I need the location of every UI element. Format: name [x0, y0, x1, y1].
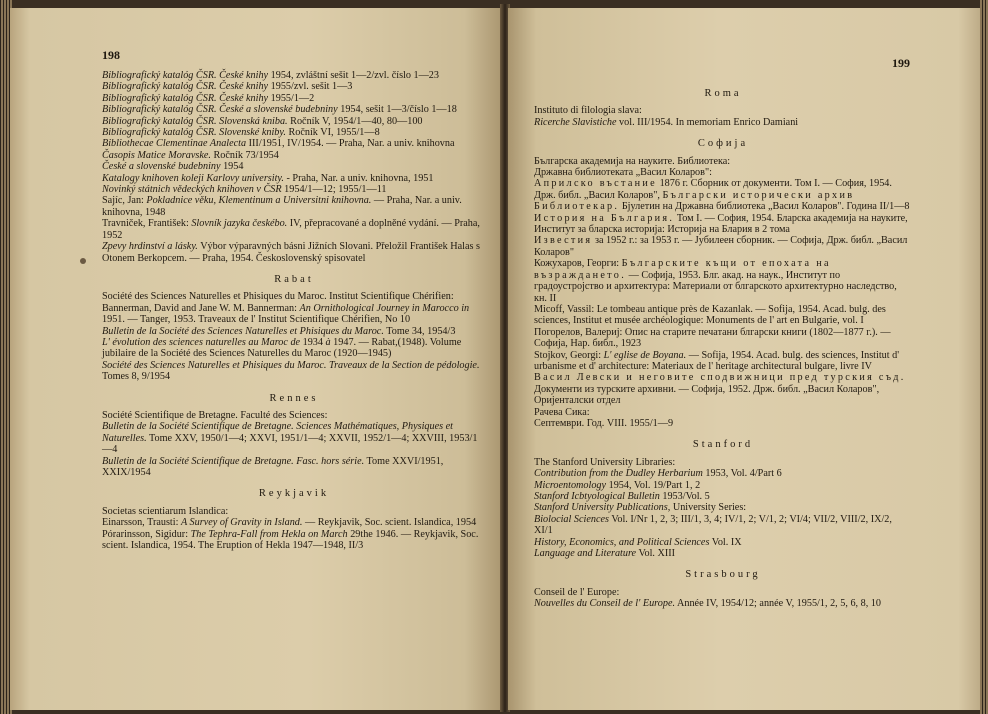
- entry-text: Българските къщи от епохата на възраждането.: [534, 258, 831, 281]
- bibliography-entry: [102, 81, 486, 92]
- entry-text: Bibliografický katalóg ČSR. České knihy: [102, 70, 269, 81]
- entry-text: Société des Sciences Naturelles et Phisiques du Maroc. Institut Scientifique Chérifien:: [102, 291, 454, 303]
- entry-text: 1951. — Tanger, 1953. Traveaux de l' Institut Scientifique Chérifien, No 10: [102, 314, 411, 326]
- bibliography-entry: [534, 372, 912, 406]
- section-heading: Rabat: [274, 273, 314, 285]
- bibliography-entry: [102, 195, 486, 218]
- entry-text: Časopis Matice Moravske.: [102, 149, 211, 161]
- entry-text: Ročník 73/1954: [210, 149, 279, 161]
- bibliography-entry: [534, 213, 912, 236]
- entry-text: Bannerman, David and Jane W. M. Bannerman:: [102, 302, 300, 314]
- bibliography-entry: [534, 537, 912, 548]
- entry-text: Bulletin de la Société des Sciences Naturelles et Phisiques du Maroc.: [102, 325, 384, 337]
- bibliography-entry: [102, 326, 486, 337]
- section-heading: Strasbourg: [685, 569, 761, 581]
- entry-text: Travniček, František:: [102, 218, 192, 230]
- entry-text: Bibliografický katalóg ČSR. České a slovenské budebniny: [102, 104, 338, 116]
- entry-text: Katalogy knihoven koleji Karlovy university.: [102, 172, 284, 184]
- entry-text: Stanford University Publications,: [534, 502, 671, 514]
- entry-text: Bulletin de la Société Scientifique de Bretagne. Sciences Mathématiques, Physiques et Naturelles.: [102, 421, 453, 444]
- bibliography-entry: [102, 241, 486, 264]
- bibliography-entry: [534, 105, 912, 116]
- entry-text: Société Scientifique de Bretagne. Faculté des Sciences:: [102, 409, 328, 421]
- page-number: 199: [892, 56, 910, 70]
- bibliography-entry: [534, 304, 912, 327]
- entry-text: Ročník VI, 1955/1—8: [285, 127, 380, 139]
- entry-text: История на България.: [534, 212, 675, 224]
- bibliography-entry: [534, 156, 912, 167]
- entry-text: Novinký státnich vědeckých knihoven v ČSR: [102, 184, 282, 196]
- entry-text: 1876 г. Сборник от документи. Том I. — София, 1954. Држ. библ. „Васил Коларов",: [534, 178, 892, 201]
- bibliography-entry: [102, 517, 486, 528]
- entry-text: Language and Literature: [534, 548, 637, 560]
- entry-text: Stanford Icbtyological Bulletin: [534, 491, 660, 502]
- entry-text: Pokladnice věku, Klementinum a Universitni knihovna.: [146, 195, 372, 207]
- entry-text: Slovník jazyka českébo.: [191, 218, 288, 230]
- entry-text: Conseil de l' Europe:: [534, 586, 620, 598]
- bibliography-entry: [102, 150, 486, 161]
- entry-text: Известия: [534, 235, 593, 247]
- entry-text: Zpevy hrdinství a lásky.: [102, 241, 198, 253]
- entry-text: Ricerche Slavistiche: [534, 116, 617, 128]
- bibliography-entry: [102, 303, 486, 326]
- bibliography-entry: [102, 291, 486, 302]
- bibliography-entry: [534, 167, 912, 178]
- entry-text: Bibliothecae Clementinae Analecta: [102, 138, 247, 150]
- entry-text: Bibliografický katalóg ČSR. České knihy: [102, 92, 269, 104]
- entry-text: University Series:: [670, 502, 747, 514]
- entry-text: Том I. — София, 1954. Бларска академија на науките, Институт за бларска историја: Историја на Блария в 2 тома: [534, 212, 908, 236]
- entry-text: Bibliografický katalóg ČSR. České knihy: [102, 81, 269, 93]
- entry-text: History, Economics, and Political Sciences: [534, 536, 710, 548]
- entry-text: Tomes 8, 9/1954: [102, 371, 171, 383]
- bibliography-entry: [534, 178, 912, 201]
- entry-text: 1954/1—12; 1955/1—11: [281, 184, 387, 196]
- bibliography-entry: [534, 491, 912, 502]
- bibliography-entry: [534, 235, 912, 258]
- entry-text: Vol. IX: [709, 536, 742, 548]
- entry-text: 1955/1—2: [268, 92, 315, 104]
- bibliography-entry: [534, 457, 912, 468]
- entry-text: A Survey of Gravity in Island.: [180, 517, 303, 529]
- entry-text: Societas scientiarum Islandica:: [102, 505, 229, 517]
- section-heading: Reykjavik: [258, 488, 330, 500]
- entry-text: Micoff, Vassil: Le tombeau antique près de Kazanlak. — Sofija, 1954. Acad. bulg. des sciences, Institut et musée archéologique: Monuments de l' art en Bulgarie, vol. I: [534, 303, 886, 327]
- paper-spot: [80, 258, 86, 264]
- bibliography-entry: [102, 506, 486, 517]
- entry-text: 1954: [220, 161, 244, 173]
- bibliography-entry: [534, 514, 912, 537]
- bibliography-entry: [102, 337, 486, 360]
- entry-text: Рачева Сика:: [534, 406, 590, 418]
- bibliography-entry: [534, 468, 912, 479]
- entry-text: Année IV, 1954/12; année V, 1955/1, 2, 5, 6, 8, 10: [675, 598, 882, 610]
- bibliography-entry: [102, 104, 486, 115]
- entry-text: — Reykjavik, Soc. scient. Islandica, 1954: [302, 517, 477, 529]
- bibliography-entry: [534, 117, 912, 128]
- entry-text: Société des Sciences Naturelles et Phisiques du Maroc. Traveaux de la Section de pédologie.: [102, 359, 480, 371]
- left-page: [10, 8, 504, 710]
- entry-text: České a slovenské budebniny: [102, 161, 221, 173]
- bibliography-entry: [534, 548, 912, 559]
- bibliography-entry: [102, 127, 486, 138]
- entry-text: L' évolution des sciences naturelles au Maroc de: [102, 336, 301, 348]
- entry-text: Sajíc, Jan:: [102, 195, 147, 207]
- entry-text: Tome XXVI/1951, XXIX/1954: [102, 455, 444, 478]
- bibliography-entry: [102, 218, 486, 241]
- bibliography-entry: [102, 410, 486, 421]
- entry-text: Stojkov, Georgi:: [534, 349, 604, 361]
- entry-text: à: [325, 336, 331, 348]
- entry-text: Tome XXV, 1950/1—4; XXVI, 1951/1—4; XXVII, 1952/1—4; XXVIII, 1953/1—4: [102, 432, 478, 456]
- entry-text: — Sofija, 1954. Acad. bulg. des sciences, Institut d' urbanisme et d' architecture: Materiaux de l' heritage architectural bulgare, livre IV: [534, 349, 900, 372]
- entry-text: за 1952 г.: за 1953 г. — Јубилеен сборник. — Софија, Држ. библ. „Васил Коларов": [534, 235, 908, 258]
- entry-text: Bulletin de la Société Scientifique de Bretagne. Fasc. hors série.: [102, 455, 365, 467]
- bibliography-entry: [102, 138, 486, 149]
- page-number: 198: [102, 48, 120, 62]
- entry-text: Pórarinsson, Sigidur:: [102, 528, 191, 540]
- bibliography-entry: [102, 421, 486, 455]
- bibliography-entry: [102, 173, 486, 184]
- entry-text: vol. III/1954. In memoriam Enrico Damiani: [616, 116, 799, 128]
- entry-text: 1954, Vol. 19/Part 1, 2: [606, 479, 701, 491]
- entry-text: — Софија, 1953. Блг. акад. на наук., Институт по градоустројство и архитектура: Материали от блгарското архитектурно наследство, кн. II: [534, 269, 897, 304]
- bibliography-entry: [534, 327, 912, 350]
- left-page-text: [102, 70, 486, 551]
- entry-text: Априлско въстание: [534, 178, 658, 190]
- entry-text: IV, přepracované a doplněné vydání. — Praha, 1952: [102, 218, 480, 241]
- right-page-text: [534, 78, 912, 610]
- bibliography-entry: [534, 502, 912, 513]
- entry-text: 1947. — Rabat,(1948). Volume jubilaire de la Société des Sciences Naturelles du Maroc (1920—1945): [102, 336, 462, 360]
- entry-text: Einarsson, Trausti:: [102, 517, 181, 529]
- entry-text: Ročník V, 1954/1—40, 80—100: [287, 115, 423, 127]
- entry-text: Instituto di filologia slava:: [534, 105, 642, 117]
- entry-text: Výbor výparavných básni Jižních Slovani. Přeložil František Halas s Otonem Berkopcem. — Praha, 1954. Československý spisovatel: [102, 241, 481, 264]
- entry-text: Државна библиотеката „Васил Коларов":: [534, 167, 712, 179]
- entry-text: Bibliografický katalóg ČSR. Slovenská kniba.: [102, 115, 288, 127]
- entry-text: Документи из турските архивни. — Софија, 1952. Држ. библ. „Васил Коларов", Оријенталски отдел: [534, 383, 880, 407]
- entry-text: Погорелов, Валериј: Опис на старите печатани блгарски книги (1802—1877 г.). — Софија, Нар. библ., 1923: [534, 326, 891, 350]
- bibliography-entry: [534, 201, 912, 212]
- bibliography-entry: [102, 529, 486, 552]
- entry-text: Бјулетин на Државна библиотека „Васил Коларов". Година II/1—8: [619, 201, 910, 213]
- entry-text: L' eglise de Boyana.: [603, 349, 687, 361]
- entry-text: Българска академија на науките. Библиотека:: [534, 155, 731, 167]
- entry-text: The Stanford University Libraries:: [534, 456, 676, 468]
- right-page: [508, 8, 982, 710]
- bibliography-entry: [102, 184, 486, 195]
- bibliography-entry: [102, 70, 486, 81]
- entry-text: Biolocial Sciences: [534, 513, 609, 525]
- entry-text: An Ornithological Journey in Marocco in: [299, 302, 470, 314]
- bibliography-entry: [102, 93, 486, 104]
- section-heading: Софија: [697, 138, 749, 150]
- entry-text: III/1951, IV/1954. — Praha, Nar. a univ. knihovna: [246, 138, 455, 150]
- right-page-edges: [980, 0, 988, 714]
- entry-text: Microentomology: [534, 479, 607, 491]
- entry-text: - Praha, Nar. a univ. knihovna, 1951: [283, 172, 434, 184]
- entry-text: — Praha, Nar. a univ. knihovna, 1948: [102, 195, 462, 218]
- bibliography-entry: [534, 407, 912, 418]
- entry-text: 1954, sešit 1—3/číslo 1—18: [337, 104, 457, 116]
- entry-text: 1955/zvl. sešit 1—3: [268, 81, 353, 93]
- bibliography-entry: [102, 161, 486, 172]
- entry-text: Септември. Год. VIII. 1955/1—9: [534, 417, 674, 429]
- bibliography-entry: [102, 360, 486, 383]
- entry-text: Български исторически архив: [662, 189, 855, 201]
- bibliography-entry: [534, 418, 912, 429]
- section-heading: Roma: [704, 88, 742, 99]
- entry-text: Библиотекар.: [534, 201, 620, 213]
- section-heading: Rennes: [269, 392, 319, 404]
- entry-text: Bibliografický katalóg ČSR. Slovenské kniby.: [102, 127, 286, 139]
- entry-text: 1934: [300, 336, 326, 348]
- entry-text: Contribution from the Dudley Herbarium: [534, 468, 703, 480]
- entry-text: 29the 1946. — Reykjavik, Soc. scient. Islandica, 1954. The Eruption of Hekla 1947—1948, II/3: [102, 528, 479, 552]
- entry-text: Кожухаров, Георги:: [534, 258, 622, 270]
- bibliography-entry: [534, 598, 912, 609]
- bibliography-entry: [534, 587, 912, 598]
- entry-text: Tome 34, 1954/3: [383, 325, 456, 337]
- bibliography-entry: [534, 350, 912, 373]
- bibliography-entry: [102, 456, 486, 479]
- entry-text: Vol. I/Nr 1, 2, 3; III/1, 3, 4; IV/1, 2; V/1, 2; VI/4; VII/2, VIII/2, IX/2, XI/1: [534, 513, 892, 537]
- section-heading: Stanford: [692, 439, 754, 451]
- entry-text: The Tephra-Fall from Hekla on March: [190, 528, 348, 540]
- entry-text: Nouvelles du Conseil de l' Europe.: [534, 598, 676, 610]
- bibliography-entry: [534, 258, 912, 304]
- entry-text: Васил Левски и неговите сподвижници пред турския съд.: [534, 372, 906, 384]
- bibliography-entry: [534, 480, 912, 491]
- entry-text: 1953/Vol. 5: [659, 491, 710, 502]
- entry-text: 1953, Vol. 4/Part 6: [702, 468, 782, 480]
- bibliography-entry: [102, 116, 486, 127]
- entry-text: Vol. XIII: [636, 548, 676, 560]
- entry-text: 1954, zvláštní sešit 1—2/zvl. číslo 1—23: [268, 70, 439, 81]
